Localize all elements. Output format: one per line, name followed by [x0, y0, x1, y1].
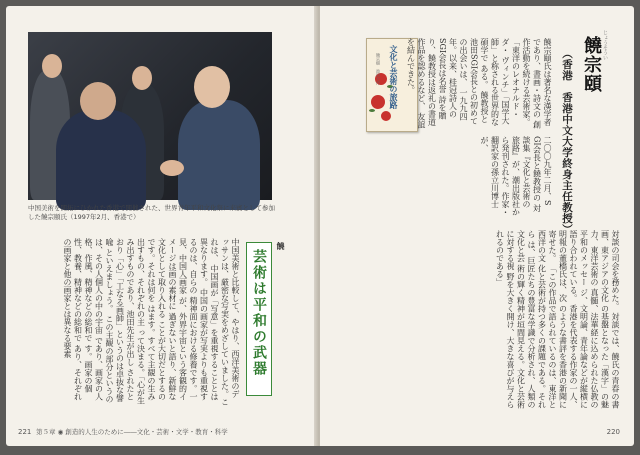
- body-paragraph: 精神面における修養です。一見、中国人画家: [178, 238, 198, 401]
- page-number-left: 221: [18, 428, 32, 436]
- flower-icon: [371, 95, 385, 109]
- body-paragraph: 術の輝く精神が垣間見える。文化と芸術に対する視: [506, 230, 526, 409]
- body-paragraph: ことが大切だとするのです。それは何を: [147, 238, 167, 401]
- left-body-text: [22, 238, 240, 406]
- body-paragraph: であり、画家の人格、作風、精神などの総和で: [84, 238, 104, 401]
- book-title: 文化と芸術の旅路: [389, 45, 399, 109]
- body-paragraph: 一九九四年。以来、桂冠詩人のSGI会長は名誉: [438, 38, 468, 121]
- body-paragraph: 中国の画家が写実よりも重視するのは、自らの: [189, 238, 209, 401]
- body-paragraph: 旅路』が、潮出版社か: [511, 136, 521, 216]
- body-paragraph: 友誼を結んできた。: [406, 38, 426, 129]
- name-furigana: じょうそうい: [602, 30, 608, 60]
- body-paragraph: が、外界宇宙という客観的イメージは画の素材に: [168, 238, 188, 401]
- body-paragraph: 化と芸術が持つ多くの課題である。それら: [527, 230, 547, 409]
- body-paragraph: 詩を贈り、饒教授は返礼の書道作品を認めるなど、: [417, 38, 447, 126]
- body-paragraph: す。画家の個性、教養、精神などの総和で: [73, 238, 93, 393]
- body-paragraph: 対談集『文化と芸術の: [522, 136, 542, 213]
- body-paragraph: 対談では、饒氏の青春の書画、東アジアの文化: [600, 230, 620, 409]
- body-paragraph: ッサンは、厳密な写実をめざしていました。これは、: [210, 238, 230, 406]
- body-paragraph: のような書評を香港の新聞に寄せた。: [548, 230, 568, 409]
- body-paragraph: この主観の部分というのは、その人個人の中の宇宙: [94, 238, 114, 404]
- body-paragraph: は、巨匠たちの豊富な学識で分析され、人類の文化と芸: [516, 230, 536, 409]
- right-page: [320, 6, 634, 446]
- meeting-photo: [28, 32, 272, 200]
- body-paragraph: 饒宗頤氏は著名な漢学者であり、書画・詩文の: [532, 38, 552, 126]
- person-title: （香港 香港中文大学終身主任教授）: [561, 48, 573, 235]
- body-paragraph: されたとおり「心」「工なる画師」というのは卓抜な譬喩: [105, 238, 135, 402]
- body-paragraph: といえましょう。: [105, 248, 114, 313]
- photo-caption: 中国美術を開拓にひかれた香港で開催された、世界青年平和文化祭に来賓として参加した饒宗頤氏（1997年2月、香港で）: [28, 204, 275, 221]
- body-paragraph: GI会長と饒教授の: [532, 136, 542, 202]
- right-body-mid: [340, 136, 552, 216]
- book-authors: 饒宗頤 池田大作: [376, 53, 381, 85]
- section-heading: [246, 242, 272, 396]
- flower-icon: [381, 111, 391, 121]
- body-paragraph: 創作活動を続ける芸術家。「東洋のレオナルド・ダ・: [501, 38, 542, 129]
- body-paragraph: 「この作品で語られているのは、東洋と西洋の文: [537, 230, 557, 409]
- body-paragraph: 香港を代表する作家の一人、明報の董橋氏は、次: [558, 230, 578, 409]
- right-body-upper: [406, 38, 552, 130]
- body-paragraph: ある。: [480, 64, 489, 89]
- page-number-right: 220: [606, 428, 620, 436]
- body-paragraph: ら発刊された。作家・: [501, 136, 510, 216]
- body-paragraph: ジ、文明論、青年論などが縦横に語り合われている。: [569, 230, 589, 409]
- speaker-marker: 饒: [276, 242, 286, 250]
- body-paragraph: はます。すべて主観の生み出すもの、それぞれの主: [136, 238, 156, 401]
- person-name: 饒宗頤: [581, 36, 602, 93]
- body-paragraph: 真髄、法華経に込められた仏教の平和のメッセー: [579, 230, 599, 409]
- left-page: [6, 6, 318, 446]
- body-paragraph: 過ぎないと語り、新鮮な文化として取り入れる: [157, 238, 177, 401]
- chapter-footer: 第５章 ◉ 創造的人生のために――文化・芸術・文学・教育・科学: [36, 428, 228, 436]
- right-body-lower: [340, 230, 620, 410]
- body-paragraph: ヴィンチ」「国学大師」と称される世界的な碩学で: [480, 38, 510, 126]
- section-heading-text: 芸術は平和の武器: [251, 249, 267, 377]
- body-paragraph: 饒教授と池田SGI会長との初めての出会いは、: [459, 38, 489, 126]
- body-paragraph: あり、それぞれの画家と他の画家とは異なる要素: [63, 238, 83, 401]
- body-paragraph: 二〇〇九年二月、S: [543, 136, 552, 206]
- body-paragraph: 翻訳家の孫立川博士が、: [480, 136, 500, 208]
- body-paragraph: 中国画が「写意」を重視することとは異なります。: [199, 238, 219, 401]
- body-paragraph: って決まる。「心が生み出すものであり、池田先生が出し: [126, 238, 146, 405]
- body-paragraph: 対談の司会を務めた。: [611, 230, 620, 310]
- body-paragraph: の基盤となった「漢字」の魅力、東洋芸術の: [590, 230, 610, 409]
- body-paragraph: 野を大きく開け、大きな喜びが与えられるのである」: [495, 230, 515, 409]
- body-paragraph: 中国美術と比較して、やはり、西洋美術のデ: [231, 238, 240, 398]
